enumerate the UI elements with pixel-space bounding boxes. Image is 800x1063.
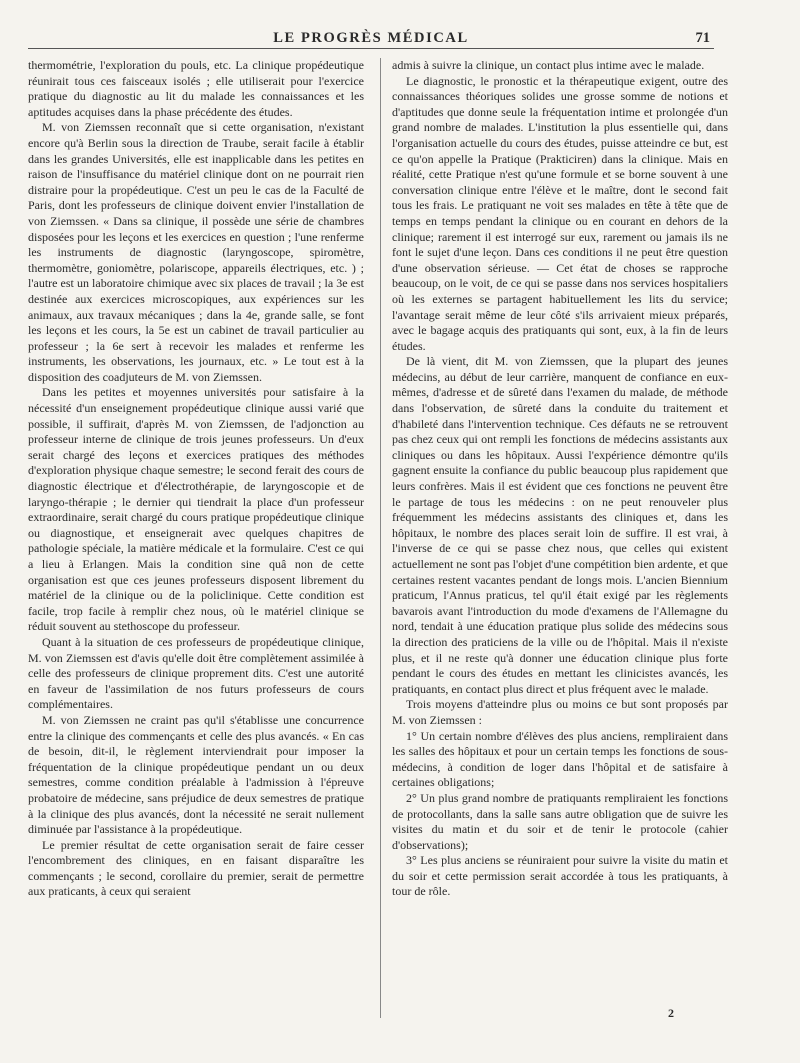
paragraph: thermométrie, l'exploration du pouls, etc. La clinique propédeutique réunirait tous ces faisceaux isolés ; elle utiliserait pour l'exercice pratique du diagnostic au lit du malade les connaissances et les aptitudes acquises dans la phase précédente des études.: [28, 58, 364, 119]
paragraph: Le diagnostic, le pronostic et la thérapeutique exigent, outre des connaissances théoriques solides une grosse somme de notions et d'aptitudes que donne seule la fréquentation intime et prolongée d'un grand nombre de malades. L'institution la plus essentielle qui, dans l'organisation actuelle du cours des études, puisse atteindre ce but, est ce qu'on appelle la Pratique (Prakticiren) dans la clinique. Mais en réalité, cette Pratique n'est qu'une formule et se borne souvent à une conversation clinique entre l'élève et le maître, dont le second fait tous les frais. Le pratiquant ne voit ses malades en tête à tête que de temps en temps pendant la clinique ou en courant en dehors de la clinique; rarement il est interrogé sur eux, rarement ou jamais ils ne font le sujet d'une leçon. Dans ces conditions il ne peut être question d'une observation sérieuse. — Cet état de choses se rapproche beaucoup, on le voit, de ce qui se passe dans nos services hospitaliers où les externes se partagent habituellement les lits du service; l'avantage serait même de leur côté s'ils arrivaient mieux préparés, avec le bagage acquis des pratiquants qui sont, eux, à la fin de leurs études.: [392, 73, 728, 353]
paragraph: Quant à la situation de ces professeurs de propédeutique clinique, M. von Ziemssen est d'avis qu'elle doit être complètement assimilée à celle des professeurs de clinique proprement dits. C'est une autorité en faveur de l'assimilation de nos futurs professeurs de cours complémentaires.: [28, 634, 364, 712]
paragraph: 3° Les plus anciens se réuniraient pour suivre la visite du matin et du soir et cette permission serait accordée à tous les pratiquants, à tour de rôle.: [392, 853, 728, 899]
paragraph: De là vient, dit M. von Ziemssen, que la plupart des jeunes médecins, au début de leur carrière, manquent de confiance en eux-mêmes, d'adresse et de sûreté dans l'examen du malade, de méthode dans l'observation, de sûreté dans la conduite du traitement et d'habileté dans l'intervention technique. Ces défauts ne se retrouvent pas chez ceux qui ont rempli les fonctions de médecins assistants aux cliniques ou dans les hôpitaux. Aussi l'expérience démontre qu'ils gagnent ensuite la confiance du public beaucoup plus rapidement que leurs confrères. Mais il est évident que ces fonctions ne peuvent être le partage de tous les médecins : on ne peut renouveler plus fréquemment les médecins assistants des cliniques et, dans les hôpitaux, le nombre des places serait loin de suffire. Il est vrai, à l'inverse de ce qui se passe chez nous, que celles qui existent actuellement ne sont pas l'objet d'une compétition bien ardente, et que certaines restent vacantes pendant de longs mois. L'ancien Biennium praticum, l'Annus praticus, tel qu'il était exigé par les règlements bavarois avant l'introduction du mode d'examens de l'Allemagne du nord, tendait à une éducation pratique plus solide des médecins sous la direction des praticiens de la ville ou de l'hôpital. Mais il n'existe plus, et il ne reste qu'à donner une éducation clinique plus forte pendant le cours des études en mettant les clinicistes avancés, les pratiquants, en contact plus direct et plus fréquent avec le malade.: [392, 354, 728, 696]
left-column: [28, 58, 364, 900]
right-column: [392, 58, 728, 900]
paragraph: Dans les petites et moyennes universités pour satisfaire à la nécessité d'un enseignement propédeutique clinique aussi varié que possible, il suffirait, d'après M. von Ziemssen, de l'adjonction au professeur interne de clinique de trois jeunes professeurs. Un d'eux serait chargé des leçons et exercices pratiques des méthodes d'exploration physique chaque semestre; le second ferait des cours de diagnostic électrique et d'électrothérapie, de laryngoscopie et de laryngo-thérapie ; le dernier qui tiendrait la place d'un professeur extraordinaire, serait chargé du cours pratique propédeutique clinique ou diagnostique, et enseignerait avec quelques chapitres de pathologie spéciale, la matière médicale et la formulaire. C'est ce qui a lieu à Erlangen. Mais la condition sine quâ non de cette organisation est que ces jeunes professeurs disposent librement du matériel de la clinique ou de la policlinique. Cette condition est facile, trop facile à remplir chez nous, où le matériel clinique se réduit souvent au stethoscope du professeur.: [28, 385, 364, 634]
page-header: [28, 26, 714, 49]
paragraph: Le premier résultat de cette organisation serait de faire cesser l'encombrement des cliniques, en en faisant disparaître les commençants ; le second, corollaire du premier, serait de permettre aux praticants, à ceux qui seraient: [28, 837, 364, 899]
paragraph: 1° Un certain nombre d'élèves des plus anciens, rempliraient dans les salles des hôpitaux et pour un certain temps les fonctions de sous-médecins, à condition de loger dans l'hôpital et de satisfaire à certaines obligations;: [392, 728, 728, 790]
column-divider: [380, 58, 381, 1018]
journal-title: LE PROGRÈS MÉDICAL: [273, 30, 469, 46]
paragraph: 2° Un plus grand nombre de pratiquants rempliraient les fonctions de protocollants, dans la salle sans autre obligation que de suivre les visites du matin et du soir et de tenir le protocole (cahier d'observations);: [392, 790, 728, 852]
paragraph: Trois moyens d'atteindre plus ou moins ce but sont proposés par M. von Ziemssen :: [392, 697, 728, 727]
paragraph: admis à suivre la clinique, un contact plus intime avec le malade.: [392, 58, 705, 72]
page-number: 71: [695, 30, 710, 46]
signature-mark: 2: [668, 1006, 674, 1020]
paragraph: M. von Ziemssen ne craint pas qu'il s'établisse une concurrence entre la clinique des commençants et celle des plus avancés. « En cas de besoin, dit-il, le règlement interviendrait pour imposer la fréquentation de la clinique propédeutique pendant un ou deux semestres, comme condition préalable à l'admission à l'épreuve probatoire de médecine, sans préjudice de deux semestres de pratique à la clinique des plus avancés, dont la nécessité ne serait nullement diminuée par l'assistance à la propédeutique.: [28, 712, 364, 837]
paragraph: M. von Ziemssen reconnaît que si cette organisation, n'existant encore qu'à Berlin sous la direction de Traube, serait facile à établir dans les grandes Universités, elle est inapplicable dans les petites en raison de l'insuffisance du matériel clinique dont on ne pourrait rien distraire pour la propédeutique. C'est un peu le cas de la Faculté de Paris, dont les professeurs de clinique doivent envier l'installation de von Ziemssen. « Dans sa clinique, il possède une série de chambres disposées pour les leçons et les exercices en question ; l'une renferme les instruments de diagnostic (laryngoscope, spiromètre, thermomètre, goniomètre, polariscope, appareils électriques, etc. ) ; l'autre est un laboratoire chimique avec six places de travail ; la 3e est destinée aux exercices microscopiques, aux expériences sur les animaux, aux travaux mécaniques ; dans la 4e, grande salle, se font les leçons et les cours, la 5e est un cabinet de travail particulier au professeur ; la 6e sert à recevoir les malades et renferme les instruments, les observations, les journaux, etc. » Le tout est à la disposition des coadjuteurs de M. von Ziemssen.: [28, 120, 364, 384]
